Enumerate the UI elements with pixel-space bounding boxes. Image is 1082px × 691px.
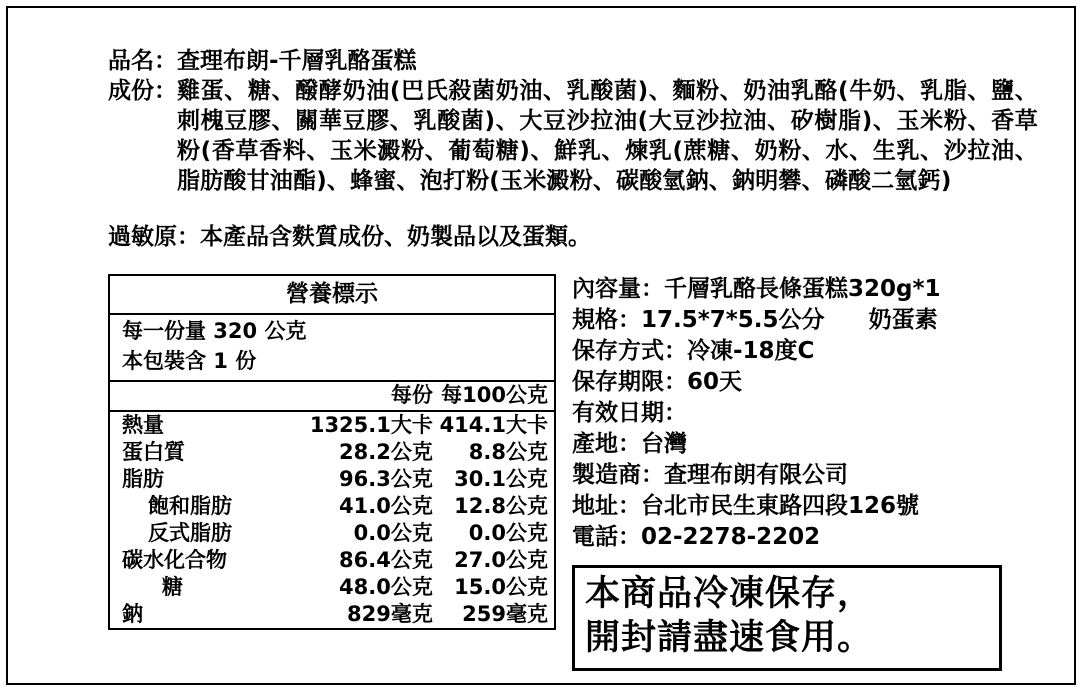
- table-row: [110, 574, 554, 601]
- table-row: [110, 466, 554, 493]
- nutrition-row-name: 反式脂肪: [148, 521, 232, 545]
- ingredients-value: 雞蛋、糖、醱酵奶油(巴氏殺菌奶油、乳酸菌)、麵粉、奶油乳酪(牛奶、乳脂、鹽、刺槐豆膠、關華豆膠、乳酸菌)、大豆沙拉油(大豆沙拉油、矽樹脂)、玉米粉、香草粉(香草香料、玉米澱粉、葡萄糖)、鮮乳、煉乳(蔗糖、奶粉、水、生乳、沙拉油、脂肪酸甘油酯)、蜂蜜、泡打粉(玉米澱粉、碳酸氫鈉、鈉明礬、磷酸二氫鈣): [177, 78, 1038, 194]
- table-row: [110, 520, 554, 547]
- lower-section: [108, 274, 1038, 671]
- product-name-value: 查理布朗-千層乳酪蛋糕: [177, 48, 417, 74]
- nutrition-row-per-serving: 48.0公克: [339, 575, 433, 599]
- nutrition-row-name: 鈉: [122, 602, 143, 626]
- nutrition-row-name: 蛋白質: [122, 440, 185, 464]
- nutrition-row-per-100g: 0.0公克: [468, 521, 548, 545]
- nutrition-row-per-serving: 96.3公克: [339, 467, 433, 491]
- storage-notice-box: [572, 565, 1002, 671]
- nutrition-row-name: 糖: [162, 575, 183, 599]
- table-row: [110, 601, 554, 628]
- nutrition-row-name: 碳水化合物: [122, 548, 227, 572]
- product-name-row: [108, 46, 1038, 76]
- spec-line: [572, 305, 1038, 336]
- ingredients-label: 成份：: [108, 78, 177, 104]
- nutrition-header-per-100g: 每100公克: [441, 383, 548, 407]
- nutrition-column: [108, 274, 556, 630]
- product-info-column: [556, 274, 1038, 671]
- spec-text: 規格：17.5*7*5.5公分: [572, 307, 825, 333]
- shelf-life-line: 保存期限：60天: [572, 369, 743, 395]
- nutrition-header-row: [110, 382, 554, 410]
- nutrition-row-per-serving: 829毫克: [347, 602, 433, 626]
- nutrition-row-per-serving: 41.0公克: [339, 494, 433, 518]
- ingredients-row: [108, 76, 1038, 196]
- servings-per-pack: 本包裝含 1 份: [122, 349, 257, 373]
- allergen-statement: 過敏原：本產品含麩質成份、奶製品以及蛋類。: [108, 224, 591, 250]
- nutrition-header-per-serving: 每份: [390, 383, 433, 407]
- nutrition-row-name: 飽和脂肪: [148, 494, 232, 518]
- label-content: [108, 46, 1038, 671]
- nutrition-row-per-100g: 27.0公克: [454, 548, 548, 572]
- nutrition-row-per-100g: 15.0公克: [454, 575, 548, 599]
- nutrition-row-per-serving: 1325.1大卡: [309, 413, 433, 437]
- nutrition-header-blank: [110, 382, 295, 410]
- manufacturer-line: 製造商：查理布朗有限公司: [572, 462, 848, 488]
- table-row: [110, 439, 554, 466]
- nutrition-title: 營養標示: [110, 276, 554, 315]
- nutrition-row-per-serving: 28.2公克: [339, 440, 433, 464]
- expiry-date-line: 有效日期：: [572, 400, 687, 426]
- nutrition-row-per-100g: 8.8公克: [468, 440, 548, 464]
- nutrition-row-per-100g: 259毫克: [462, 602, 548, 626]
- product-name-label: 品名：: [108, 48, 177, 74]
- storage-method-line: 保存方式：冷凍-18度C: [572, 338, 815, 364]
- nutrition-row-name: 熱量: [122, 413, 164, 437]
- serving-size: 每一份量 320 公克: [122, 319, 307, 343]
- nutrition-row-per-100g: 30.1公克: [454, 467, 548, 491]
- origin-line: 產地：台灣: [572, 431, 687, 457]
- phone-line: 電話：02-2278-2202: [572, 524, 821, 550]
- nutrition-row-name: 脂肪: [122, 467, 164, 491]
- nutrition-row-per-serving: 0.0公克: [353, 521, 433, 545]
- table-row: [110, 411, 554, 439]
- table-row: [110, 547, 554, 574]
- nutrition-row-per-100g: 414.1大卡: [439, 413, 548, 437]
- nutrition-row-per-serving: 86.4公克: [339, 548, 433, 572]
- nutrition-values-table: [110, 382, 554, 628]
- nutrition-facts-table: [108, 274, 556, 630]
- notice-line-2: 開封請盡速食用。: [585, 618, 874, 658]
- address-line: 地址：台北市民生東路四段126號: [572, 493, 920, 519]
- net-content-line: 內容量：千層乳酪長條蛋糕320g*1: [572, 276, 941, 302]
- spec-badge: 奶蛋素: [868, 307, 938, 333]
- table-row: [110, 493, 554, 520]
- nutrition-row-per-100g: 12.8公克: [454, 494, 548, 518]
- notice-line-1: 本商品冷凍保存，: [585, 574, 874, 614]
